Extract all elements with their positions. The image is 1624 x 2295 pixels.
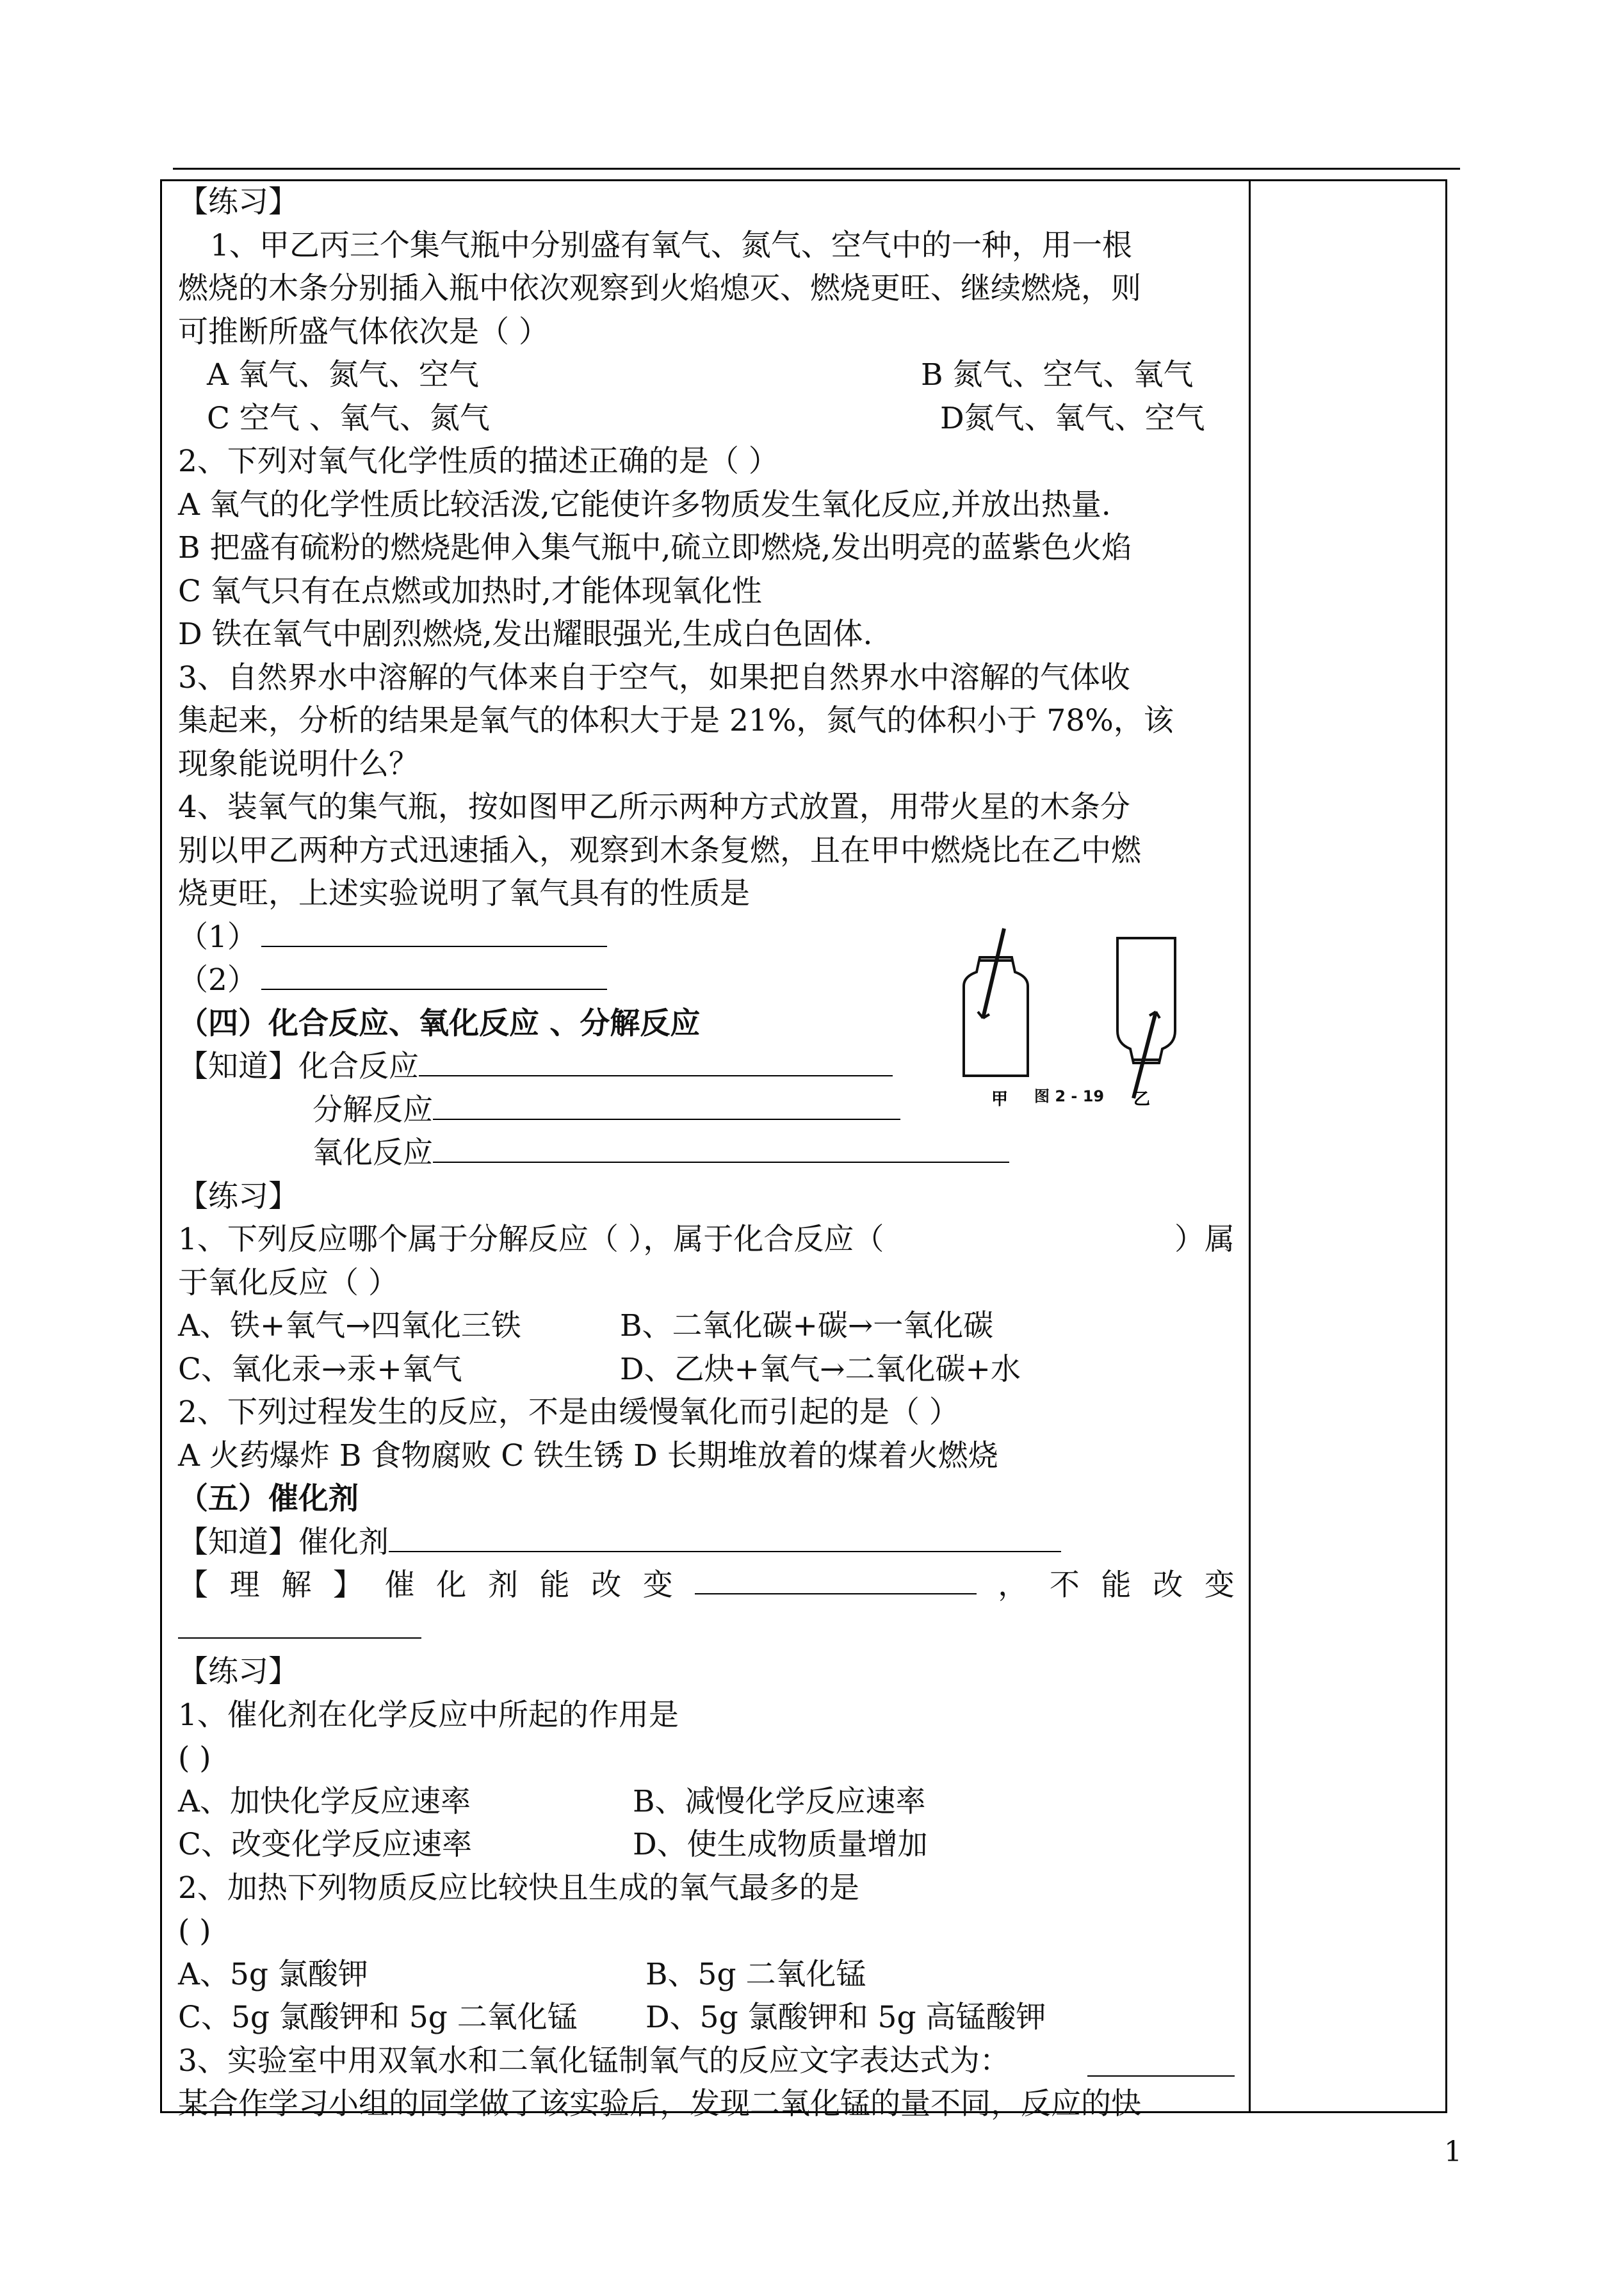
comma: ， xyxy=(998,1568,1028,1603)
ex3-q2-option-a: A、5g 氯酸钾 xyxy=(178,1956,368,1992)
ex3-question-2-stem: 2、加热下列物质反应比较快且生成的氧气最多的是 xyxy=(178,1870,859,1906)
decomposition-label: 分解反应 xyxy=(313,1092,433,1128)
question-1-options-cd xyxy=(178,397,1235,441)
decomposition-blank[interactable] xyxy=(433,1089,900,1120)
know-oxidation-row xyxy=(178,1131,1235,1175)
answer-2-label: （2） xyxy=(178,962,257,998)
option-b: B 氮气、空气、氧气 xyxy=(921,357,1194,393)
question-3-line-3: 现象能说明什么？ xyxy=(178,746,419,782)
question-4-line-2: 别以甲乙两种方式迅速插入，观察到木条复燃，且在甲中燃烧比在乙中燃 xyxy=(178,832,1141,868)
understand-char: 理 xyxy=(229,1568,260,1603)
oxidation-label: 氧化反应 xyxy=(313,1135,433,1171)
ex3-q1-option-c: C、改变化学反应速率 xyxy=(178,1827,472,1862)
question-4-line-1: 4、装氧气的集气瓶，按如图甲乙所示两种方式放置，用带火星的木条分 xyxy=(178,790,1130,825)
figure-label-jia: 甲 xyxy=(991,1090,1009,1109)
ex3-question-2-options-cd xyxy=(178,1996,1235,2040)
understand-char: 剂 xyxy=(487,1568,518,1603)
ex2-question-1-line-2: 于氧化反应（ ） xyxy=(178,1265,398,1301)
understand-row xyxy=(178,1564,1235,1607)
ex3-question-1-options-cd xyxy=(178,1823,1235,1867)
ex3-question-3-line-1 xyxy=(178,2040,1235,2083)
ex2-option-c: C、氧化汞→汞+氧气 xyxy=(178,1351,462,1387)
exercise-heading: 【练习】 xyxy=(178,184,298,220)
understand-char: 】 xyxy=(332,1568,363,1603)
ex3-question-2-paren: ( ) xyxy=(178,1913,211,1949)
ex2-option-d: D、乙炔+氧气→二氧化碳+水 xyxy=(620,1351,1021,1387)
ex3-q2-option-b: B、5g 二氧化锰 xyxy=(646,1956,866,1992)
question-1-options-ab xyxy=(178,353,1235,397)
ex2-question-1-tail: ）属 xyxy=(1174,1222,1235,1257)
ex2-question-2-stem: 2、下列过程发生的反应，不是由缓慢氧化而引起的是（ ） xyxy=(178,1395,959,1430)
ex3-q2-option-c: C、5g 氯酸钾和 5g 二氧化锰 xyxy=(178,2000,578,2035)
combination-label: 化合反应 xyxy=(298,1049,419,1084)
exercise-heading-3: 【练习】 xyxy=(178,1654,298,1689)
oxidation-blank[interactable] xyxy=(433,1132,1009,1163)
answer-1-blank[interactable] xyxy=(261,916,607,947)
understand-char: 改 xyxy=(591,1568,622,1603)
option-a: A 氧气、氮气、空气 xyxy=(207,357,479,393)
question-4-line-3: 烧更旺，上述实验说明了氧气具有的性质是 xyxy=(178,876,750,911)
question-3-line-2: 集起来，分析的结果是氧气的体积大于是 21%，氮气的体积小于 78%，该 xyxy=(178,703,1174,738)
ex3-question-3-text: 3、实验室中用双氧水和二氧化锰制氧气的反应文字表达式为： xyxy=(178,2043,1010,2079)
ex2-question-2-options: A 火药爆炸 B 食物腐败 C 铁生锈 D 长期堆放着的煤着火燃烧 xyxy=(178,1438,998,1473)
jar-upright-icon xyxy=(964,929,1028,1076)
ex3-question-1-stem: 1、催化剂在化学反应中所起的作用是 xyxy=(178,1697,679,1733)
ex2-question-1-text: 1、下列反应哪个属于分解反应（ ），属于化合反应（ xyxy=(178,1222,884,1257)
gas-jar-figure xyxy=(941,916,1185,1121)
cannot-char: 不 xyxy=(1049,1568,1080,1603)
section-5-title: （五）催化剂 xyxy=(178,1481,359,1516)
section-4-title: （四）化合反应、氧化反应 、分解反应 xyxy=(178,1005,701,1041)
understand-char: 【 xyxy=(178,1568,208,1603)
combination-blank[interactable] xyxy=(419,1046,893,1076)
understand-char: 催 xyxy=(384,1568,415,1603)
worksheet-content xyxy=(178,181,1235,2126)
ex3-question-1-options-ab xyxy=(178,1780,1235,1824)
know-catalyst-label: 【知道】催化剂 xyxy=(178,1524,389,1560)
question-2-option-a: A 氧气的化学性质比较活泼,它能使许多物质发生氧化反应,并放出热量. xyxy=(178,487,1111,523)
catalyst-blank[interactable] xyxy=(389,1521,1061,1552)
know-label: 【知道】 xyxy=(178,1049,298,1084)
jar-inverted-icon xyxy=(1117,938,1175,1098)
ex2-question-1-options-ab xyxy=(178,1304,1235,1348)
cannot-char: 能 xyxy=(1101,1568,1132,1603)
header-rule xyxy=(173,168,1460,170)
ex3-q1-option-a: A、加快化学反应速率 xyxy=(178,1783,471,1819)
know-catalyst-row xyxy=(178,1521,1235,1564)
ex3-q2-option-d: D、5g 氯酸钾和 5g 高锰酸钾 xyxy=(646,2000,1046,2035)
cannot-char: 变 xyxy=(1204,1568,1235,1603)
question-3-line-1: 3、自然界水中溶解的气体来自于空气，如果把自然界水中溶解的气体收 xyxy=(178,660,1130,695)
ex2-option-a: A、铁+氧气→四氧化三铁 xyxy=(178,1308,521,1343)
ex2-question-1-options-cd xyxy=(178,1348,1235,1391)
ex3-question-2-options-ab xyxy=(178,1953,1235,1997)
understand-char: 变 xyxy=(642,1568,673,1603)
answer-2-blank[interactable] xyxy=(261,959,607,990)
understand-char: 解 xyxy=(281,1568,312,1603)
ex2-option-b: B、二氧化碳+碳→一氧化碳 xyxy=(620,1308,994,1343)
cannot-change-row xyxy=(178,1607,1235,1651)
question-2-stem: 2、下列对氧气化学性质的描述正确的是（ ） xyxy=(178,444,779,479)
question-1-line-1: 1、甲乙丙三个集气瓶中分别盛有氧气、氮气、空气中的一种，用一根 xyxy=(210,227,1132,263)
page-number: 1 xyxy=(1444,2136,1462,2168)
ex3-q1-option-b: B、减慢化学反应速率 xyxy=(633,1783,926,1819)
option-c: C 空气 、氧气、氮气 xyxy=(207,400,490,436)
ex3-q1-option-d: D、使生成物质量增加 xyxy=(633,1827,928,1862)
question-1-line-3: 可推断所盛气体依次是（ ） xyxy=(178,314,549,350)
ex3-question-1-paren: ( ) xyxy=(178,1740,211,1776)
exercise-heading-2: 【练习】 xyxy=(178,1178,298,1214)
can-change-blank[interactable] xyxy=(695,1564,977,1594)
cannot-change-blank[interactable] xyxy=(178,1608,421,1639)
answer-1-label: （1） xyxy=(178,919,257,955)
cannot-char: 改 xyxy=(1153,1568,1183,1603)
option-d: D氮气、氧气、空气 xyxy=(940,400,1205,436)
question-1-line-2: 燃烧的木条分别插入瓶中依次观察到火焰熄灭、燃烧更旺、继续燃烧，则 xyxy=(178,271,1141,306)
question-2-option-c: C 氧气只有在点燃或加热时,才能体现氧化性 xyxy=(178,573,762,609)
figure-label-yi: 乙 xyxy=(1133,1090,1151,1109)
question-2-option-b: B 把盛有硫粉的燃烧匙伸入集气瓶中,硫立即燃烧,发出明亮的蓝紫色火焰 xyxy=(178,530,1132,565)
notes-column-divider xyxy=(1249,179,1251,2113)
ex3-question-3-line-2: 某合作学习小组的同学做了该实验后，发现二氧化锰的量不同，反应的快 xyxy=(178,2086,1141,2121)
figure-caption: 图 2 - 19 xyxy=(1034,1087,1105,1105)
equation-blank[interactable] xyxy=(1087,2046,1235,2077)
question-2-option-d: D 铁在氧气中剧烈燃烧,发出耀眼强光,生成白色固体. xyxy=(178,617,873,652)
understand-char: 能 xyxy=(539,1568,570,1603)
ex2-question-1-line-1 xyxy=(178,1218,1235,1261)
understand-char: 化 xyxy=(436,1568,467,1603)
